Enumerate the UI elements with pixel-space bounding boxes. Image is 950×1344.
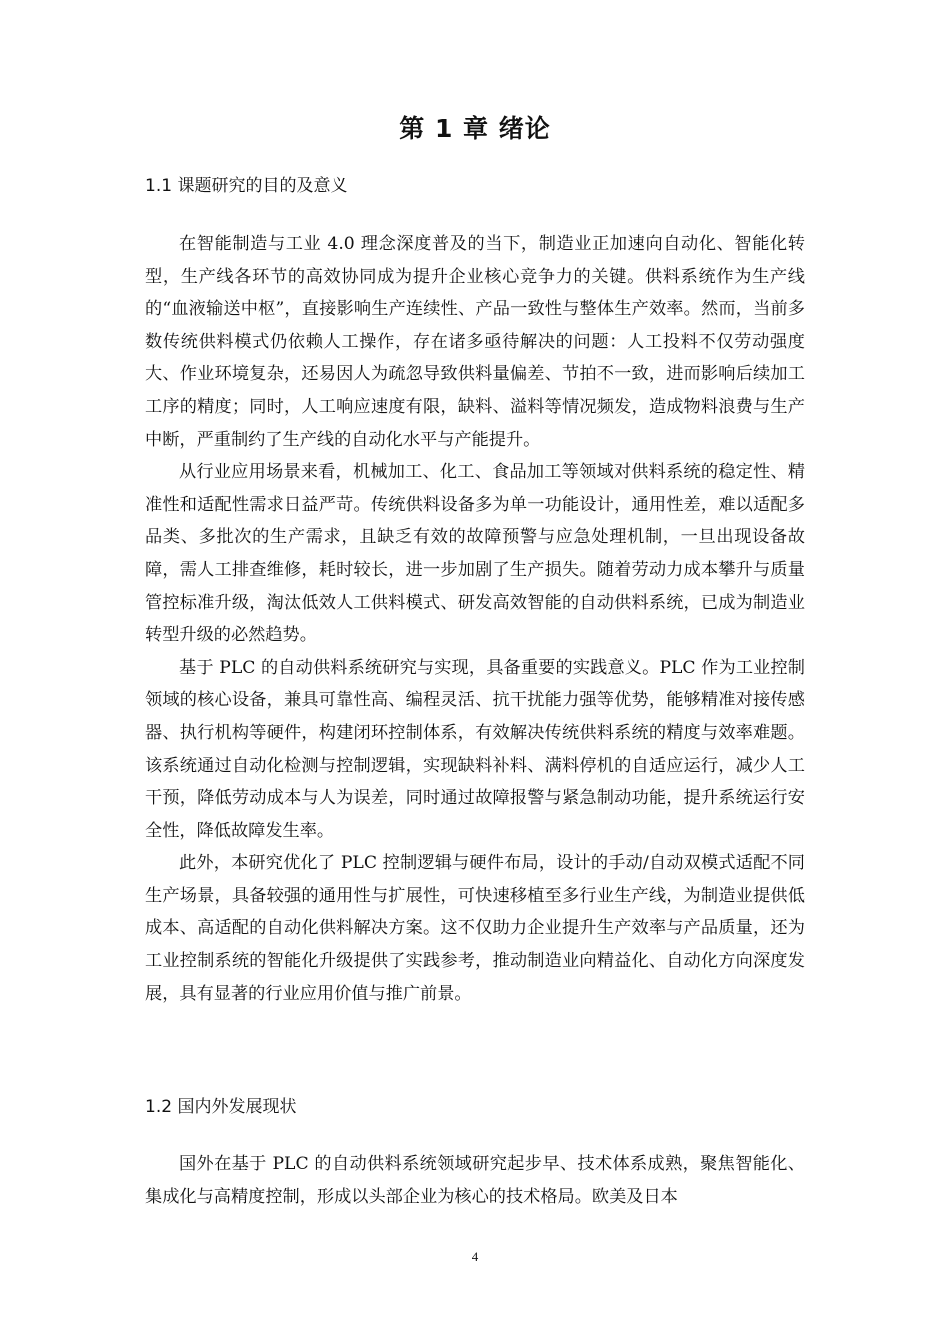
section-heading-1-2: 1.2 国内外发展现状 [145, 1097, 297, 1117]
section-1-1-body [145, 228, 805, 1010]
chapter-title: 第 1 章 绪论 [399, 114, 551, 143]
page-number: 4 [471, 1249, 479, 1264]
paragraph: 此外，本研究优化了 PLC 控制逻辑与硬件布局，设计的手动/自动双模式适配不同生产场景，具备较强的通用性与扩展性，可快速移植至多行业生产线，为制造业提供低成本、高适配的自动化供料解决方案。这不仅助力企业提升生产效率与产品质量，还为工业控制系统的智能化升级提供了实践参考，推动制造业向精益化、自动化方向深度发展，具有显著的行业应用价值与推广前景。 [145, 853, 805, 1004]
paragraph: 在智能制造与工业 4.0 理念深度普及的当下，制造业正加速向自动化、智能化转型，生产线各环节的高效协同成为提升企业核心竞争力的关键。供料系统作为生产线的“血液输送中枢”，直接影响生产连续性、产品一致性与整体生产效率。然而，当前多数传统供料模式仍依赖人工操作，存在诸多亟待解决的问题：人工投料不仅劳动强度大、作业环境复杂，还易因人为疏忽导致供料量偏差、节拍不一致，进而影响后续加工工序的精度；同时，人工响应速度有限，缺料、溢料等情况频发，造成物料浪费与生产中断，严重制约了生产线的自动化水平与产能提升。 [145, 234, 805, 450]
section-1-2-body [145, 1148, 805, 1213]
section-heading-1-1: 1.1 课题研究的目的及意义 [145, 176, 348, 196]
paragraph: 基于 PLC 的自动供料系统研究与实现，具备重要的实践意义。PLC 作为工业控制领域的核心设备，兼具可靠性高、编程灵活、抗干扰能力强等优势，能够精准对接传感器、执行机构等硬件，构建闭环控制体系，有效解决传统供料系统的精度与效率难题。该系统通过自动化检测与控制逻辑，实现缺料补料、满料停机的自适应运行，减少人工干预，降低劳动成本与人为误差，同时通过故障报警与紧急制动功能，提升系统运行安全性，降低故障发生率。 [145, 657, 805, 841]
paragraph: 从行业应用场景来看，机械加工、化工、食品加工等领域对供料系统的稳定性、精准性和适配性需求日益严苛。传统供料设备多为单一功能设计，通用性差，难以适配多品类、多批次的生产需求，且缺乏有效的故障预警与应急处理机制，一旦出现设备故障，需人工排查维修，耗时较长，进一步加剧了生产损失。随着劳动力成本攀升与质量管控标准升级，淘汰低效人工供料模式、研发高效智能的自动供料系统，已成为制造业转型升级的必然趋势。 [145, 462, 805, 646]
paragraph: 国外在基于 PLC 的自动供料系统领域研究起步早、技术体系成熟，聚焦智能化、集成化与高精度控制，形成以头部企业为核心的技术格局。欧美及日本 [145, 1154, 805, 1207]
